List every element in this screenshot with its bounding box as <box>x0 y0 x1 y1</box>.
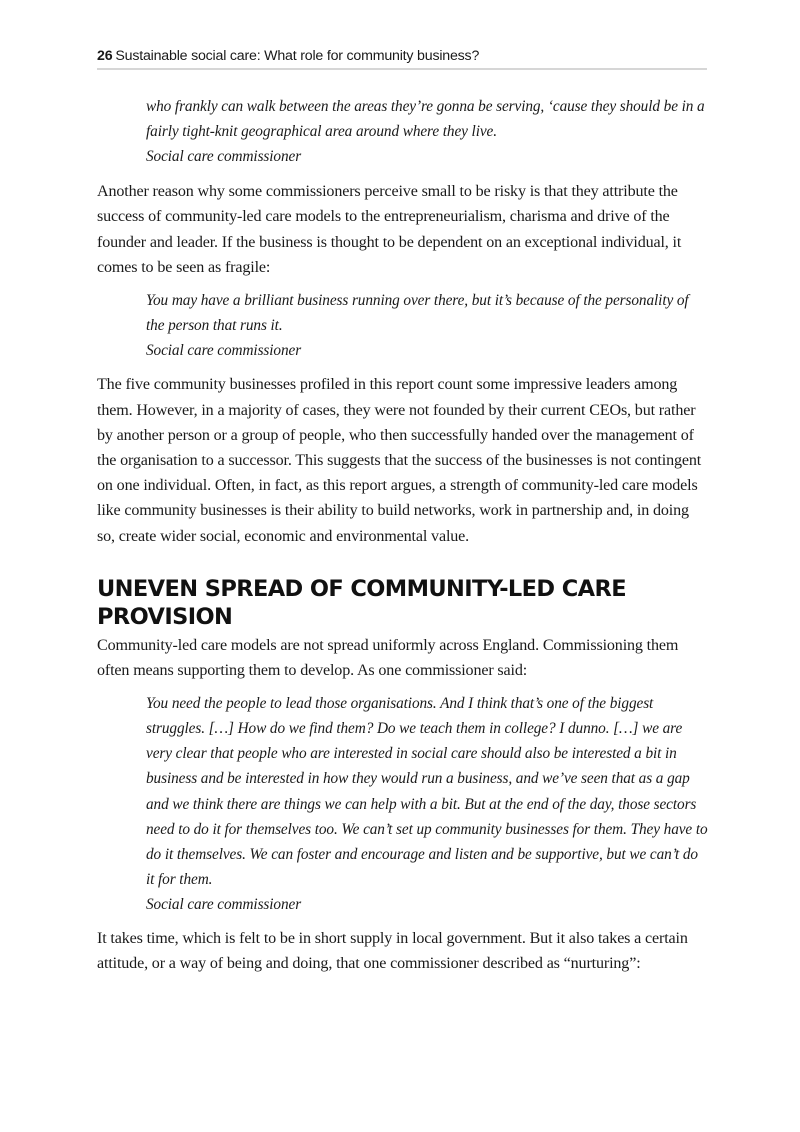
quote-text: You may have a brilliant business running over there, but it’s because of the personality of the person that runs it. <box>146 292 689 335</box>
body-paragraph: The five community businesses profiled in this report count some impressive leaders among them. However, in a majority of cases, they were not founded by their current CEOs, but rather by another person or a group of people, who then successfully handed over the management of the organisation to a successor. This suggests that the success of the businesses is not contingent on one individual. Often, in fact, as this report argues, a strength of community-led care models like community businesses is their ability to build networks, work in partnership and, in doing so, create wider social, economic and environmental value. <box>97 376 702 545</box>
quote-text: who frankly can walk between the areas they’re gonna be serving, ‘cause they should be in a fairly tight-knit geographical area around where they live. <box>146 98 705 141</box>
document-title: Sustainable social care: What role for community business? <box>115 48 480 64</box>
block-quote <box>146 288 709 363</box>
quote-attribution: Social care commissioner <box>146 342 302 360</box>
running-header <box>97 46 707 70</box>
quote-attribution: Social care commissioner <box>146 895 302 913</box>
quote-text: You need the people to lead those organisations. And I think that’s one of the biggest struggles. […] How do we find them? Do we teach them in college? I dunno. […] we are very clear that people who are interested in social care should also be interested a bit in business and be interested in how they would run a business, and we’ve seen that as a gap and we think there are things we can help with a bit. But at the end of the day, those sectors need to do it for themselves too. We can’t set up community businesses for them. They have to do it themselves. We can foster and encourage and listen and be supportive, but we can’t do it for them. <box>146 695 708 888</box>
block-quote <box>146 94 709 169</box>
block-quote <box>146 691 709 917</box>
page-number: 26 <box>97 48 113 64</box>
body-paragraph: Another reason why some commissioners perceive small to be risky is that they attribute the success of community-led care models to the entrepreneurialism, charisma and drive of the founder and leader. If the business is thought to be dependent on an exceptional individual, it comes to be seen as fragile: <box>97 183 682 276</box>
body-paragraph: Community-led care models are not spread uniformly across England. Commissioning them often means supporting them to develop. As one commissioner said: <box>97 636 679 679</box>
quote-attribution: Social care commissioner <box>146 148 302 166</box>
section-heading: UNEVEN SPREAD OF COMMUNITY-LED CARE PROVISION <box>97 575 626 630</box>
page-content <box>97 94 709 976</box>
body-paragraph: It takes time, which is felt to be in short supply in local government. But it also takes a certain attitude, or a way of being and doing, that one commissioner described as “nurturing”: <box>97 930 688 973</box>
